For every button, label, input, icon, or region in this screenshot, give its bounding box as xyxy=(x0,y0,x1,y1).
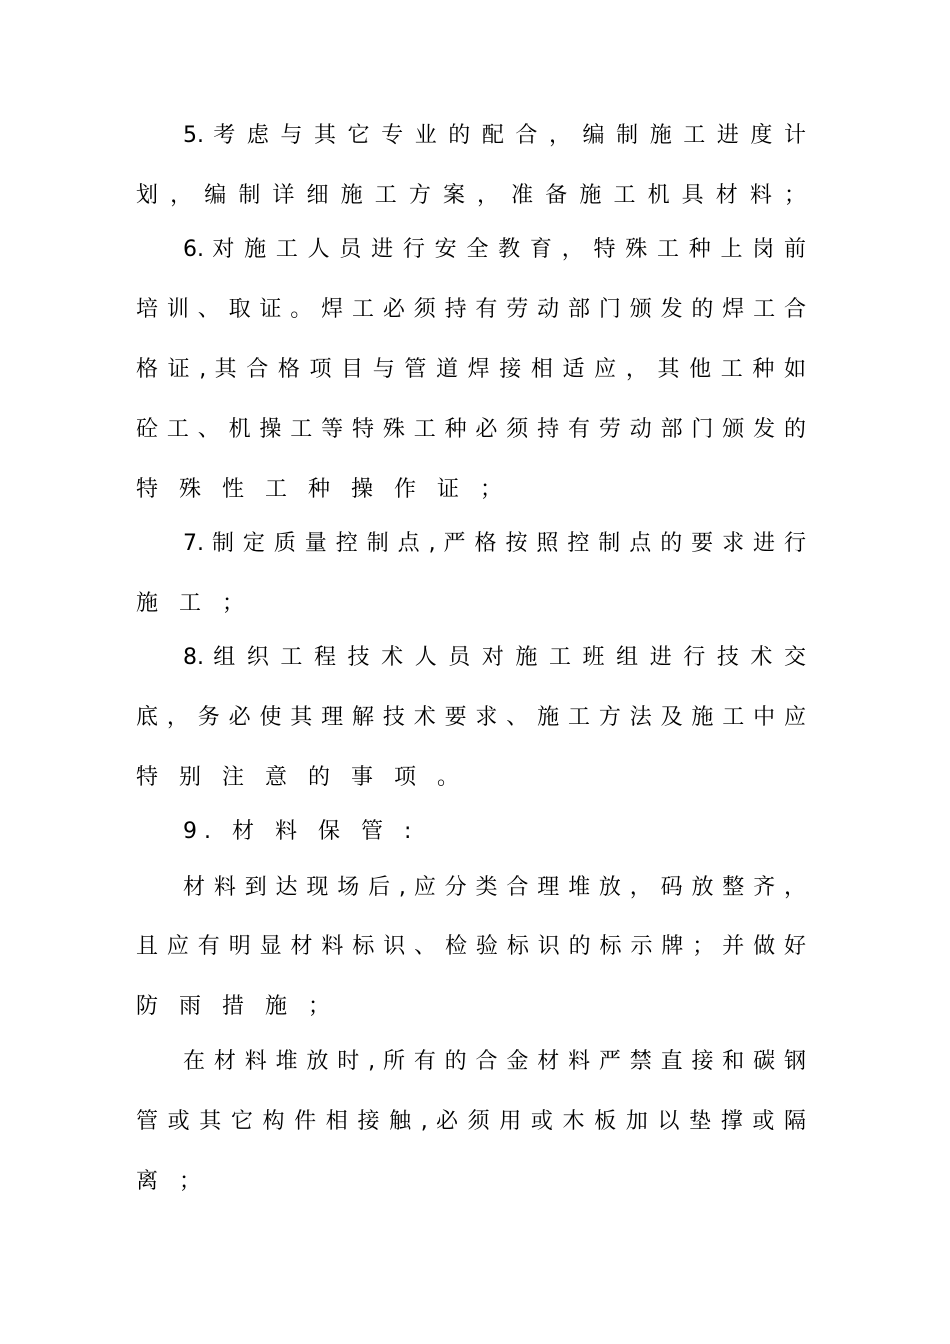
item-6-line-5: 特 殊 性 工 种 操 作 证 ； xyxy=(136,477,509,502)
item-6-line-2: 培 训 、 取 证 。 焊 工 必 须 持 有 劳 动 部 门 颁 发 的 焊 工 合 xyxy=(136,297,806,322)
material-paragraph-1-line-1: 材 料 到 达 现 场 后 , 应 分 类 合 理 堆 放 ， 码 放 整 齐 ， xyxy=(183,875,806,900)
item-9-heading: 9. 材 料 保 管 : xyxy=(183,819,419,844)
material-paragraph-1-line-3: 防 雨 措 施 ； xyxy=(136,994,337,1019)
item-6-line-4: 砼 工 、 机 操 工 等 特 殊 工 种 必 须 持 有 劳 动 部 门 颁 发 的 xyxy=(136,417,806,442)
item-6-line-1: 6. 对 施 工 人 员 进 行 安 全 教 育 ， 特 殊 工 种 上 岗 前 xyxy=(183,237,806,262)
item-6-line-3: 格 证 , 其 合 格 项 目 与 管 道 焊 接 相 适 应 ， 其 他 工 种 如 xyxy=(136,357,806,382)
item-5-line-1: 5. 考 虑 与 其 它 专 业 的 配 合 ， 编 制 施 工 进 度 计 xyxy=(183,123,806,148)
material-paragraph-1-line-2: 且 应 有 明 显 材 料 标 识 、 检 验 标 识 的 标 示 牌 ； 并 做 好 xyxy=(136,934,806,959)
item-7-line-2: 施 工 ； xyxy=(136,591,251,616)
item-8-line-2: 底 ， 务 必 使 其 理 解 技 术 要 求 、 施 工 方 法 及 施 工 中 应 xyxy=(136,705,806,730)
material-paragraph-2-line-3: 离 ； xyxy=(136,1169,208,1194)
material-paragraph-2-line-1: 在 材 料 堆 放 时 , 所 有 的 合 金 材 料 严 禁 直 接 和 碳 钢 xyxy=(183,1049,806,1074)
item-8-line-3: 特 别 注 意 的 事 项 。 xyxy=(136,765,466,790)
material-paragraph-2-line-2: 管 或 其 它 构 件 相 接 触 , 必 须 用 或 木 板 加 以 垫 撑 或 隔 xyxy=(136,1109,806,1134)
item-8-line-1: 8. 组 织 工 程 技 术 人 员 对 施 工 班 组 进 行 技 术 交 xyxy=(183,645,806,670)
item-7-line-1: 7. 制 定 质 量 控 制 点 , 严 格 按 照 控 制 点 的 要 求 进 行 xyxy=(183,531,806,556)
item-5-line-2: 划 ， 编 制 详 细 施 工 方 案 ， 准 备 施 工 机 具 材 料 ； xyxy=(136,183,806,208)
